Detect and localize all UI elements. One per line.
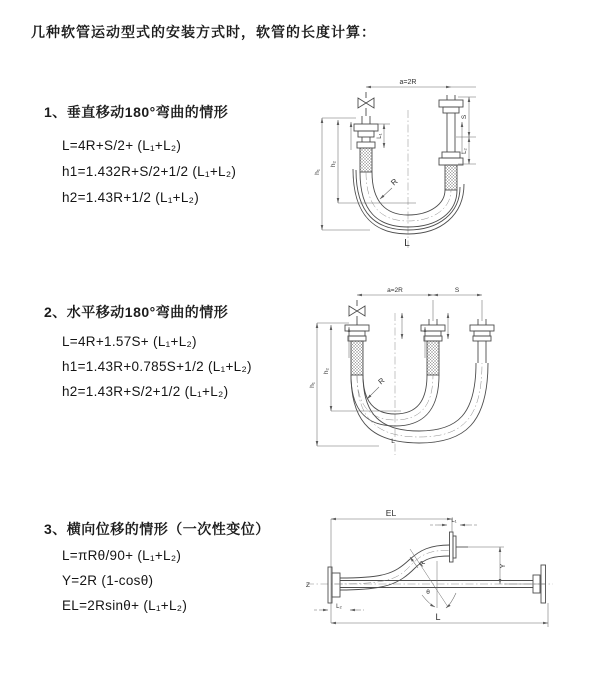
page-title: 几种软管运动型式的安装方式时，软管的长度计算： [31,24,376,40]
moved-pipe-assembly [470,319,494,363]
length-label: L [391,438,395,445]
dim-label-a2r: a=2R [387,287,403,294]
braided-hose-section [445,165,457,190]
dim-label-el: EL [385,508,397,518]
right-pipe-assembly [439,95,463,190]
hose-centerline [366,172,451,221]
dim-label-h2: h₂ [330,160,337,168]
braided-hose-section [427,341,439,375]
braided-hose-section [351,341,363,375]
length-label: L [404,238,410,249]
valve-icon [358,92,374,116]
formula-line: h1=1.43R+0.785S+1/2 (L₁+L₂) [62,359,252,374]
diagram-lateral-displacement [298,505,598,650]
diagram-1-svg [308,72,592,264]
braided-hose-section [360,148,372,172]
hose-centerline [334,550,450,584]
diagram-2-svg [303,283,595,473]
dim-label-h1: h₁ [309,382,316,388]
section-2-heading: 2、水平移动180°弯曲的情形 [44,304,229,320]
angle-label: θ [426,589,430,596]
diagram-horizontal-u-bend [303,283,595,473]
middle-pipe-assembly [421,319,445,375]
dimension-lines [322,87,476,230]
radius-label: R [418,560,428,569]
section-1-heading: 1、垂直移动180°弯曲的情形 [44,104,229,120]
diagram-3-svg [298,505,598,650]
dim-label-l1: L₁ [451,518,457,524]
section-vertical-movement [44,104,314,206]
left-pipe-assembly [354,116,378,172]
left-pipe-assembly [345,325,369,375]
dim-label-s: S [461,114,468,120]
dim-label-h1: h₁ [314,169,321,175]
centerline-mark: Z [306,582,310,589]
formula-line: h2=1.43R+1/2 (L₁+L₂) [62,190,200,205]
formula-line: h2=1.43R+S/2+1/2 (L₁+L₂) [62,384,229,399]
diagram-vertical-u-bend [308,72,592,264]
dim-label-l2: L₂ [336,604,342,610]
dim-label-l1: L₁ [377,133,383,139]
left-flange-assembly [328,567,533,603]
radius-label: R [389,176,400,188]
section-lateral-displacement [44,521,314,614]
valve-icon [349,300,365,325]
dim-label-a2r: a=2R [399,79,417,86]
formula-line: Y=2R (1-cosθ) [62,573,154,588]
formula-line: L=4R+1.57S+ (L₁+L₂) [62,334,197,349]
dim-label-s: S [454,287,460,294]
formula-line: h1=1.432R+S/2+1/2 (L₁+L₂) [62,164,237,179]
hose-centerline-b [357,363,482,437]
dim-label-y: Y [500,563,507,569]
dimension-lines [314,519,548,627]
dim-label-h2: h₂ [323,367,330,375]
radius-label: R [376,375,387,387]
section-horizontal-movement [44,304,314,400]
length-label: L [435,612,441,622]
dimension-lines [317,295,482,446]
dim-label-l2: L₂ [462,148,468,154]
section-3-heading: 3、横向位移的情形（一次性变位） [44,521,270,537]
formula-line: EL=2Rsinθ+ (L₁+L₂) [62,598,188,613]
formula-line: L=πRθ/90+ (L₁+L₂) [62,548,182,563]
formula-line: L=4R+S/2+ (L₁+L₂) [62,138,182,153]
